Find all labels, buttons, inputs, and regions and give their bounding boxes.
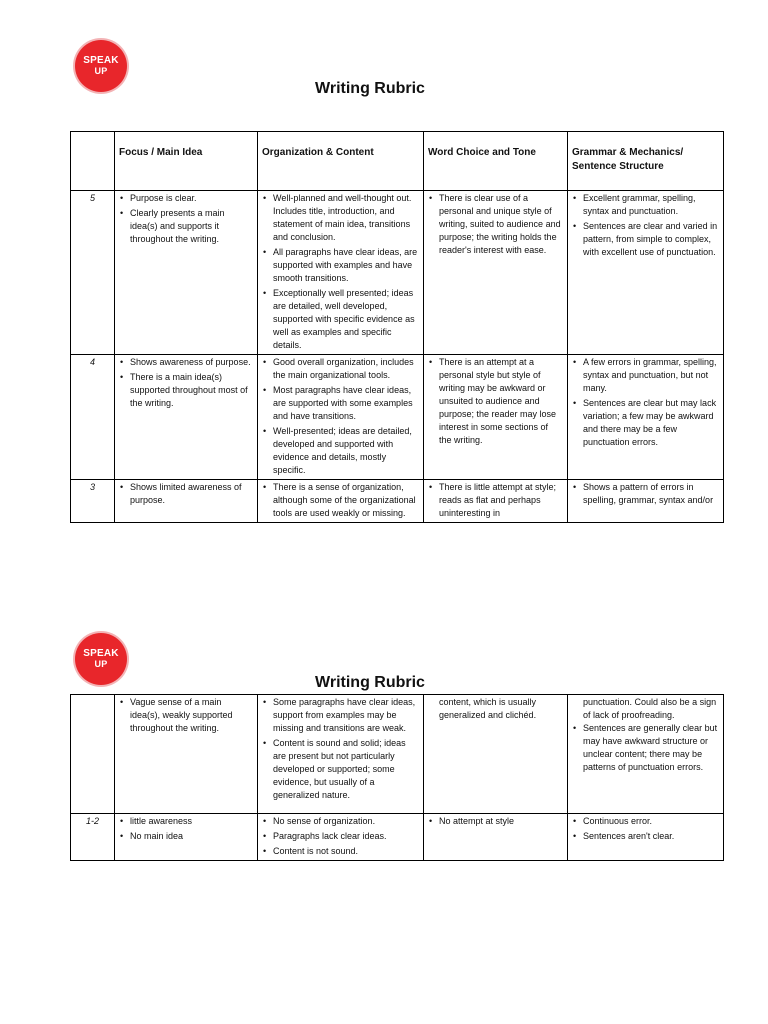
word-choice-cell [424, 191, 568, 355]
organization-cell [258, 355, 424, 480]
header-word-choice: Word Choice and Tone [424, 132, 568, 191]
list-item: • Clearly presents a main idea(s) and supports it throughout the writing. [119, 207, 253, 246]
header-grammar: Grammar & Mechanics/ Sentence Structure [568, 132, 724, 191]
list-item: • All paragraphs have clear ideas, are supported with examples and have smooth transitions. [262, 246, 419, 285]
list-item: • No sense of organization. [262, 815, 419, 828]
grammar-cell [568, 480, 724, 523]
list-item: • Vague sense of a main idea(s), weakly supported throughout the writing. [119, 696, 253, 735]
list-item: • No main idea [119, 830, 253, 843]
grammar-cell [568, 814, 724, 861]
list-item: • Sentences are clear and varied in pattern, from simple to complex, with excellent use of punctuation. [572, 220, 719, 259]
word-choice-cell [424, 355, 568, 480]
table-row [71, 814, 724, 861]
list-item: • Sentences are clear but may lack variation; a few may be awkward and there may be a few punctuation errors. [572, 397, 719, 449]
focus-cell [115, 695, 258, 814]
list-item: • little awareness [119, 815, 253, 828]
list-item: • Some paragraphs have clear ideas, support from examples may be missing and transitions are weak. [262, 696, 419, 735]
word-choice-cell [424, 814, 568, 861]
list-item: • Excellent grammar, spelling, syntax and punctuation. [572, 192, 719, 218]
word-choice-cell [424, 695, 568, 814]
list-item: • Sentences aren't clear. [572, 830, 719, 843]
list-item: • Shows limited awareness of purpose. [119, 481, 253, 507]
header-score [71, 132, 115, 191]
table-row [71, 695, 724, 814]
logo-text-up: UP [94, 659, 108, 669]
list-item: • Content is sound and solid; ideas are present but not particularly developed or supported; some evidence, but usually of a generalized nature. [262, 737, 419, 802]
header-row [71, 132, 724, 191]
focus-cell [115, 191, 258, 355]
list-item: • There is a sense of organization, although some of the organizational tools are used weakly or missing. [262, 481, 419, 520]
list-item: • Paragraphs lack clear ideas. [262, 830, 419, 843]
word-choice-cell [424, 480, 568, 523]
score-cell: 5 [71, 191, 115, 355]
score-cell: 1-2 [71, 814, 115, 861]
header-focus: Focus / Main Idea [115, 132, 258, 191]
rubric-table-page2 [70, 694, 724, 861]
list-item: • Well-presented; ideas are detailed, developed and supported with evidence and details, mostly specific. [262, 425, 419, 477]
list-item: • Shows awareness of purpose. [119, 356, 253, 369]
grammar-cell [568, 695, 724, 814]
list-item: • Sentences are generally clear but may have awkward structure or unclear content; there may be patterns of punctuation errors. [572, 722, 719, 774]
list-item: • Purpose is clear. [119, 192, 253, 205]
list-item: • Most paragraphs have clear ideas, are supported with some examples and have transitions. [262, 384, 419, 423]
table-row [71, 480, 724, 523]
continued-text: punctuation. Could also be a sign of lack of proofreading. [583, 697, 717, 720]
score-cell: 3 [71, 480, 115, 523]
grammar-cell [568, 355, 724, 480]
continued-text: content, which is usually generalized and clichéd. [439, 697, 537, 720]
focus-cell [115, 814, 258, 861]
focus-cell [115, 355, 258, 480]
organization-cell [258, 480, 424, 523]
list-item: • There is little attempt at style; reads as flat and perhaps uninteresting in [428, 481, 563, 520]
score-cell [71, 695, 115, 814]
list-item: • There is an attempt at a personal style but style of writing may be awkward or unsuited to audience and purpose; the reader may lose interest in some sections of the writing. [428, 356, 563, 447]
list-item: • There is a main idea(s) supported throughout most of the writing. [119, 371, 253, 410]
page-title: Writing Rubric [315, 674, 425, 691]
organization-cell [258, 695, 424, 814]
page-title: Writing Rubric [315, 80, 425, 97]
list-item: • There is clear use of a personal and unique style of writing, suited to audience and purpose; the writing holds the reader's interest with ease. [428, 192, 563, 257]
organization-cell [258, 191, 424, 355]
rubric-table-page1 [70, 131, 724, 523]
list-item: • A few errors in grammar, spelling, syntax and punctuation, but not many. [572, 356, 719, 395]
list-item: • Content is not sound. [262, 845, 419, 858]
list-item: • Continuous error. [572, 815, 719, 828]
table-row [71, 355, 724, 480]
organization-cell [258, 814, 424, 861]
list-item: • Good overall organization, includes the main organizational tools. [262, 356, 419, 382]
list-item: • Well-planned and well-thought out. Includes title, introduction, and statement of main idea, transitions and conclusion. [262, 192, 419, 244]
logo-text-up: UP [94, 66, 108, 76]
list-item: • Exceptionally well presented; ideas are detailed, well developed, supported with specific evidence as well as examples and specific details. [262, 287, 419, 352]
score-cell: 4 [71, 355, 115, 480]
grammar-cell [568, 191, 724, 355]
list-item: • Shows a pattern of errors in spelling, grammar, syntax and/or [572, 481, 719, 507]
table-row [71, 191, 724, 355]
list-item: • No attempt at style [428, 815, 563, 828]
logo-text-speak: SPEAK [83, 648, 119, 659]
header-organization: Organization & Content [258, 132, 424, 191]
focus-cell [115, 480, 258, 523]
logo-text-speak: SPEAK [83, 55, 119, 66]
